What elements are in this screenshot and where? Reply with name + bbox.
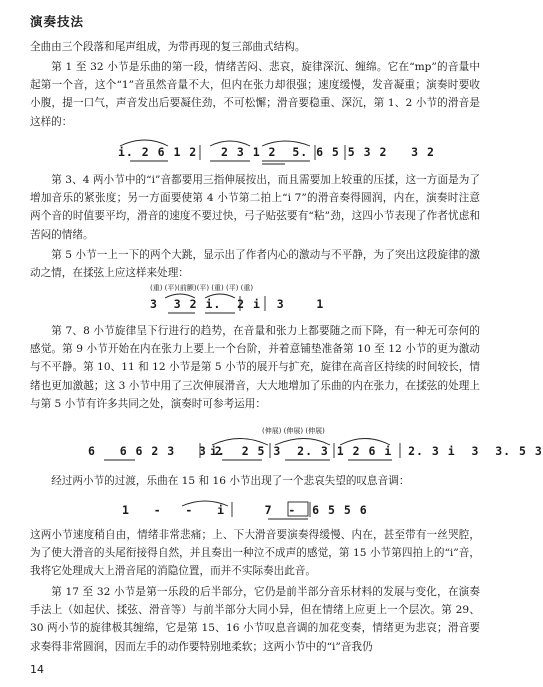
paragraph-bars-15-16: 经过两小节的过渡，乐曲在 15 和 16 小节出现了一个悲哀失望的叹息音调： [51,475,410,487]
paragraph-sobbing: 这两小节速度稍自由，情绪非常悲痛；上、下大滑音要演奏得缓慢、内在，甚至带有一丝哭腔，为了使大滑音的头尾衔接得自然，并且奏出一种泣不成声的感觉，第 15 小节第四拍上的“i”音，我将它处理成大上滑音尾的消隐位置，而并不实际奏出此音。 [30,529,480,578]
score-2-annotations: (重) (平)(前颤)(平) (重) (平) (重) [150,284,254,292]
section-title: 演奏技法 [30,14,85,29]
paragraph-section-one: 第 1 至 32 小节是乐曲的第一段，情绪苦闷、悲哀，旋律深沉、缠绵。它在“mp”的音量中起第一个音，这个“1”音虽然音量不大，但内在张力却很强；速度缓慢，发音凝重；演奏时要收小腹，提一口气，声音发出后要凝住劲，不可松懈；滑音要稳重、深沉，第 1、2 小节的滑音是这样的： [30,61,480,128]
score-line-1: i. 2 6 1 2 2 3 1 2 5. 6 5 5 3 2 3 2 [118,145,435,159]
score-line-3a: 6 6 6 2 3 3 2 [88,444,223,458]
score-line-2: 3 3 2 i. 2 i 3 1 [150,297,325,311]
paragraph-structure: 全曲由三个段落和尾声组成，为带再现的复三部曲式结构。 [30,41,306,53]
score-3-annotations: (伸展) (伸展) (伸展) [262,427,325,435]
paragraph-bars-17-32: 第 17 至 32 小节是第一乐段的后半部分，它仍是前半部分音乐材料的发展与变化，在演奏手法上（如起伏、揉弦、滑音等）与前半部分大同小异，但在情绪上应更上一个层次。第 29、30 两小节的旋律极其缠绵，它是第 15、16 小节叹息音调的加花变奏，情绪更为悲哀；滑音要求奏得非常圆润，因而左手的动作要特别地柔软；这两小节中的“i”音我仍 [30,586,480,653]
paragraph-bars-3-4: 第 3、4 两小节中的“i”音都要用三指伸展按出，而且需要加上较重的压揉，这一方面是为了增加音乐的紧张度；另一方面要使第 4 小节第二拍上“i 7”的滑音奏得圆润，内在，演奏时注意两个音的时值要平均，滑音的速度不要过快，弓子贴弦要有“粘”劲，这四小节表现了作者忧虑和苦闷的情绪。 [30,174,480,241]
paragraph-bars-7-12: 第 7、8 小节旋律呈下行进行的趋势，在音量和张力上都要随之而下降，有一种无可奈何的感觉。第 9 小节开始在内在张力上要上一个台阶，并着意铺垫准备第 10 至 12 小节的更为激动与不平静。第 10、11 和 12 小节是第 5 小节的展开与扩充，旋律在高音区持续的时间较长，情绪也更加激越；这 3 小节中用了三次伸展滑音，大大地增加了乐曲的内在张力，在揉弦的处理上与第 5 小节有许多共同之处，演奏时可参考运用： [30,325,480,410]
score-line-4: 1 - - i 7 - 6 5 5 6 [122,503,368,517]
page-number: 14 [30,663,44,676]
paragraph-bar-5: 第 5 小节一上一下的两个大跳，显示出了作者内心的激动与不平静，为了突出这段旋律的激动之情，在揉弦上应这样来处理： [30,249,480,280]
score-line-3b: i. 2 5 3 2. 3 1 2 6 i 2. 3 i 3 3. 5 3 [210,444,543,458]
